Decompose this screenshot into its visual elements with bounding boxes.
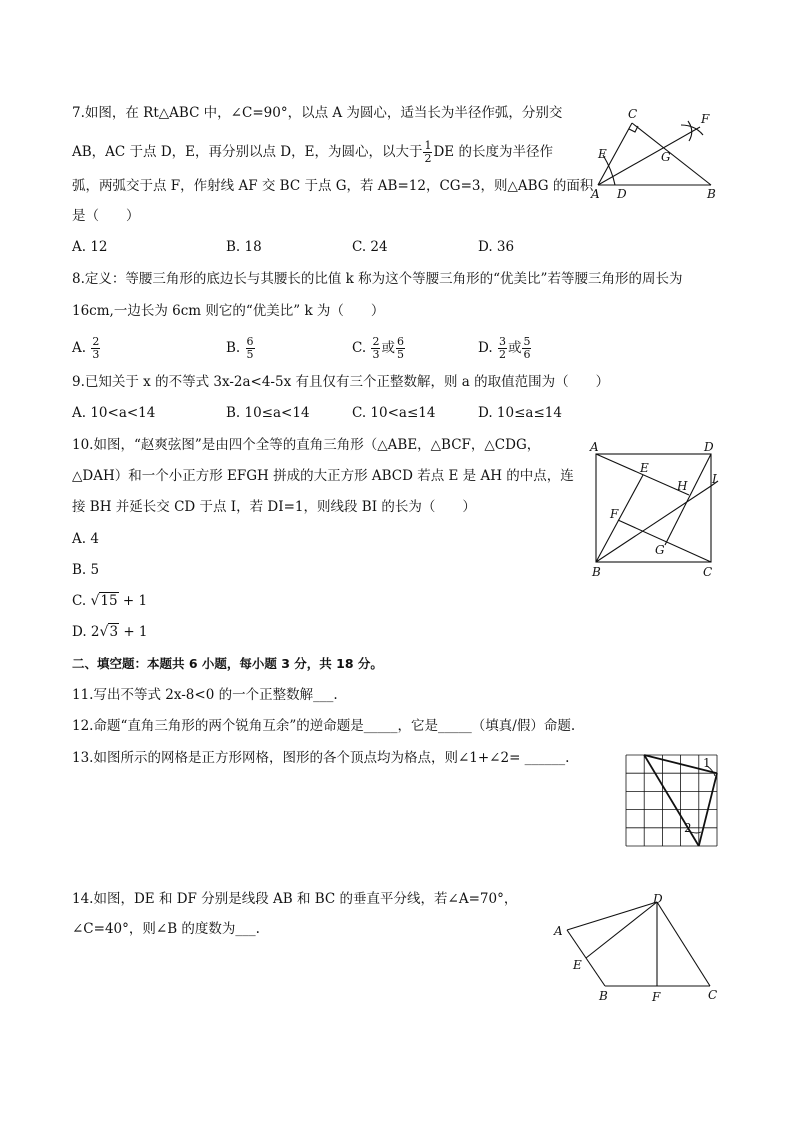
q14-segment-dc: [657, 902, 710, 986]
q13-label-1: 1: [703, 756, 711, 770]
q8-d2-num: 5: [523, 335, 531, 348]
q9-option-a[interactable]: A. 10<a<14: [72, 405, 156, 421]
q7-line2-a: AB，AC 于点 D，E，再分别以点 D，E，为圆心，以大于: [72, 144, 423, 160]
q8-option-c-label: C.: [352, 340, 367, 356]
q8-d-or: 或: [507, 340, 522, 356]
q7-label-e: E: [598, 147, 607, 161]
q14-label-a: A: [554, 924, 563, 938]
q10-label-a: A: [590, 440, 599, 454]
q10-line3: 接 BH 并延长交 CD 于点 I，若 DI=1，则线段 BI 的长为（ ）: [72, 499, 476, 515]
sqrt-icon: √: [90, 593, 100, 609]
q13-label-2: 2: [684, 821, 692, 835]
q10-c-suffix: + 1: [122, 593, 148, 609]
q9-option-b[interactable]: B. 10≤a<14: [226, 405, 310, 421]
q7-option-b[interactable]: B. 18: [226, 239, 262, 255]
q7-label-g: G: [661, 150, 671, 164]
q8-option-c[interactable]: [352, 336, 406, 361]
q7-label-b: B: [707, 187, 716, 201]
q14-figure: [552, 892, 732, 1002]
q10-label-e: E: [640, 461, 649, 475]
q10-option-d-label: D. 2: [72, 624, 100, 640]
q8-line2: 16cm,一边长为 6cm 则它的“优美比” k 为（ ）: [72, 303, 385, 319]
q7-segment-cb: [632, 123, 711, 185]
q10-line1: 10.如图，“赵爽弦图”是由四个全等的直角三角形（△ABE，△BCF，△CDG，: [72, 437, 541, 453]
q8-b-num: 6: [246, 335, 254, 348]
q10-option-c-label: C.: [72, 593, 87, 609]
q7-frac-den: 2: [424, 152, 432, 165]
q10-label-d: D: [704, 440, 714, 454]
q14-line1: 14.如图，DE 和 DF 分别是线段 AB 和 BC 的垂直平分线，若∠A=70°，: [72, 891, 518, 907]
q8-option-d[interactable]: [478, 336, 532, 361]
q12-line1: 12.命题“直角三角形的两个锐角互余”的逆命题是_____，它是_____（填真/假）命题.: [72, 718, 576, 734]
q10-option-b[interactable]: B. 5: [72, 562, 100, 578]
q10-segment-dg: [665, 454, 711, 545]
sqrt-icon: √: [99, 624, 109, 640]
q14-label-f: F: [652, 990, 661, 1004]
q8-c2-num: 6: [396, 335, 404, 348]
q8-c2-den: 5: [396, 348, 404, 361]
q14-label-e: E: [573, 958, 582, 972]
section-heading: 二、填空题：本题共 6 小题，每小题 3 分，共 18 分。: [72, 656, 383, 671]
q10-line2: △DAH）和一个小正方形 EFGH 拼成的大正方形 ABCD 若点 E 是 AH 的中点，连: [72, 468, 574, 484]
q8-a-den: 3: [92, 348, 100, 361]
q14-line2: ∠C=40°，则∠B 的度数为___.: [72, 921, 260, 937]
q8-c1-num: 2: [372, 335, 380, 348]
q9-option-c[interactable]: C. 10<a≤14: [352, 405, 436, 421]
q8-option-b[interactable]: [226, 336, 256, 361]
q13-grid-figure: [623, 752, 723, 852]
q7-line3: 弧，两弧交于点 F，作射线 AF 交 BC 于点 G，若 AB=12，CG=3，则△ABG 的面积: [72, 178, 594, 194]
q7-line1: 7.如图，在 Rt△ABC 中，∠C=90°，以点 A 为圆心，适当长为半径作弧，分别交: [72, 105, 563, 121]
q7-frac-num: 1: [424, 139, 432, 152]
q7-line4: 是（ ）: [72, 208, 140, 224]
q10-label-i: I: [712, 472, 717, 486]
q14-label-b: B: [599, 989, 608, 1003]
q10-label-f: F: [610, 507, 619, 521]
q13-angle-2-arc: [691, 832, 701, 833]
q14-segment-de: [586, 902, 657, 958]
q8-c-or: 或: [381, 340, 395, 356]
q14-label-c: C: [708, 988, 718, 1002]
q13-line1: 13.如图所示的网格是正方形网格，图形的各个顶点均为格点，则∠1+∠2= ______.: [72, 750, 570, 766]
q9-option-d[interactable]: D. 10≤a≤14: [478, 405, 562, 421]
q7-label-f: F: [701, 112, 710, 126]
q10-segment-be: [596, 475, 643, 562]
q10-option-a[interactable]: A. 4: [72, 531, 99, 547]
q7-option-d[interactable]: D. 36: [478, 239, 515, 255]
q10-label-c: C: [703, 565, 713, 579]
q10-option-c[interactable]: [72, 592, 147, 610]
q8-option-b-label: B.: [226, 340, 241, 356]
q10-d-suffix: + 1: [123, 624, 148, 640]
q10-c-radicand: 15: [100, 593, 118, 609]
q8-line1: 8.定义：等腰三角形的底边长与其腰长的比值 k 称为这个等腰三角形的“优美比”若等腰三角形的周长为: [72, 271, 683, 287]
q11-line1: 11.写出不等式 2x-8<0 的一个正整数解___.: [72, 687, 338, 703]
q10-option-d[interactable]: [72, 623, 148, 641]
q7-option-c[interactable]: C. 24: [352, 239, 388, 255]
q7-line2-b: DE 的长度为半径作: [433, 144, 553, 160]
q7-label-d: D: [617, 187, 627, 201]
q7-label-c: C: [628, 107, 638, 121]
q8-option-a-label: A.: [72, 340, 87, 356]
q7-arc-1: [688, 121, 692, 141]
q14-segment-ad: [567, 902, 657, 930]
q14-label-d: D: [653, 892, 663, 906]
q8-option-d-label: D.: [478, 340, 493, 356]
q7-line2: [72, 140, 553, 165]
q7-figure: [585, 105, 725, 205]
q8-option-a[interactable]: [72, 336, 101, 361]
q8-d1-den: 2: [498, 348, 506, 361]
q8-b-den: 5: [246, 348, 254, 361]
q8-d1-num: 3: [498, 335, 506, 348]
q7-option-a[interactable]: A. 12: [72, 239, 108, 255]
q7-fraction: [423, 140, 432, 165]
q7-label-a: A: [591, 187, 600, 201]
q8-a-num: 2: [92, 335, 100, 348]
q8-c1-den: 3: [372, 348, 380, 361]
q10-d-radicand: 3: [109, 624, 119, 640]
q9-line1: 9.已知关于 x 的不等式 3x-2a<4-5x 有且仅有三个正整数解，则 a 的取值范围为（ ）: [72, 374, 610, 390]
q10-label-b: B: [592, 565, 601, 579]
q10-label-g: G: [655, 543, 665, 557]
q10-figure: [588, 440, 728, 580]
q10-label-h: H: [677, 479, 688, 493]
q8-d2-den: 6: [523, 348, 531, 361]
q10-segment-bi: [596, 486, 711, 562]
